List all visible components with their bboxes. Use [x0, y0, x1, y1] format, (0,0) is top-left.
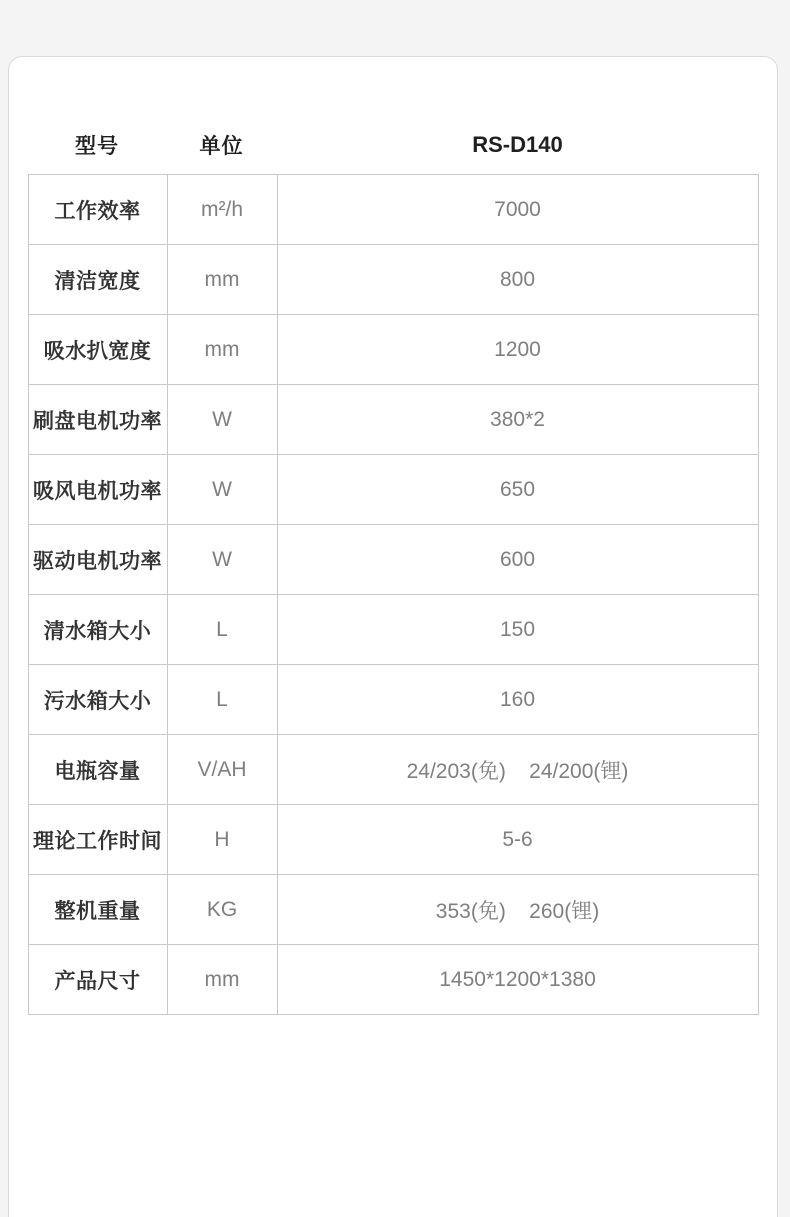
spec-row: [28, 175, 758, 245]
header-unit-label: 单位: [199, 135, 244, 158]
spec-label: 理论工作时间: [28, 805, 167, 875]
spec-unit: V/AH: [167, 735, 277, 805]
spec-label: 电瓶容量: [28, 735, 167, 805]
spec-value: 7000: [277, 175, 758, 245]
spec-label: 驱动电机功率: [28, 525, 167, 595]
spec-label: 清洁宽度: [28, 245, 167, 315]
spec-unit: W: [167, 525, 277, 595]
spec-label: 刷盘电机功率: [28, 385, 167, 455]
spec-unit: mm: [167, 245, 277, 315]
spec-table: [28, 174, 759, 1015]
spec-unit: H: [167, 805, 277, 875]
spec-unit: mm: [167, 945, 277, 1015]
spec-value: 650: [277, 455, 758, 525]
spec-unit: W: [167, 385, 277, 455]
spec-value: 1450*1200*1380: [277, 945, 758, 1015]
spec-label: 产品尺寸: [28, 945, 167, 1015]
spec-value: 1200: [277, 315, 758, 385]
spec-value: 5-6: [277, 805, 758, 875]
spec-row: [28, 875, 758, 945]
spec-label: 吸水扒宽度: [28, 315, 167, 385]
spec-row: [28, 805, 758, 875]
spec-unit: L: [167, 595, 277, 665]
spec-label: 工作效率: [28, 175, 167, 245]
spec-value: 380*2: [277, 385, 758, 455]
spec-unit: KG: [167, 875, 277, 945]
spec-table-header: [28, 125, 759, 165]
spec-row: [28, 525, 758, 595]
spec-value: 353(免) 260(锂): [277, 875, 758, 945]
spec-row: [28, 595, 758, 665]
spec-unit: W: [167, 455, 277, 525]
spec-value: 160: [277, 665, 758, 735]
spec-row: [28, 455, 758, 525]
spec-card: [8, 56, 778, 1217]
spec-label: 整机重量: [28, 875, 167, 945]
spec-row: [28, 665, 758, 735]
header-model-value: RS-D140: [472, 132, 563, 157]
spec-label: 清水箱大小: [28, 595, 167, 665]
spec-value: 24/203(免) 24/200(锂): [277, 735, 758, 805]
spec-unit: m²/h: [167, 175, 277, 245]
spec-label: 吸风电机功率: [28, 455, 167, 525]
spec-value: 800: [277, 245, 758, 315]
spec-label: 污水箱大小: [28, 665, 167, 735]
spec-row: [28, 735, 758, 805]
spec-unit: L: [167, 665, 277, 735]
header-model-label: 型号: [75, 135, 119, 158]
spec-unit: mm: [167, 315, 277, 385]
spec-value: 600: [277, 525, 758, 595]
spec-row: [28, 245, 758, 315]
spec-row: [28, 315, 758, 385]
spec-row: [28, 385, 758, 455]
spec-table-body: [28, 175, 758, 1015]
spec-value: 150: [277, 595, 758, 665]
spec-row: [28, 945, 758, 1015]
